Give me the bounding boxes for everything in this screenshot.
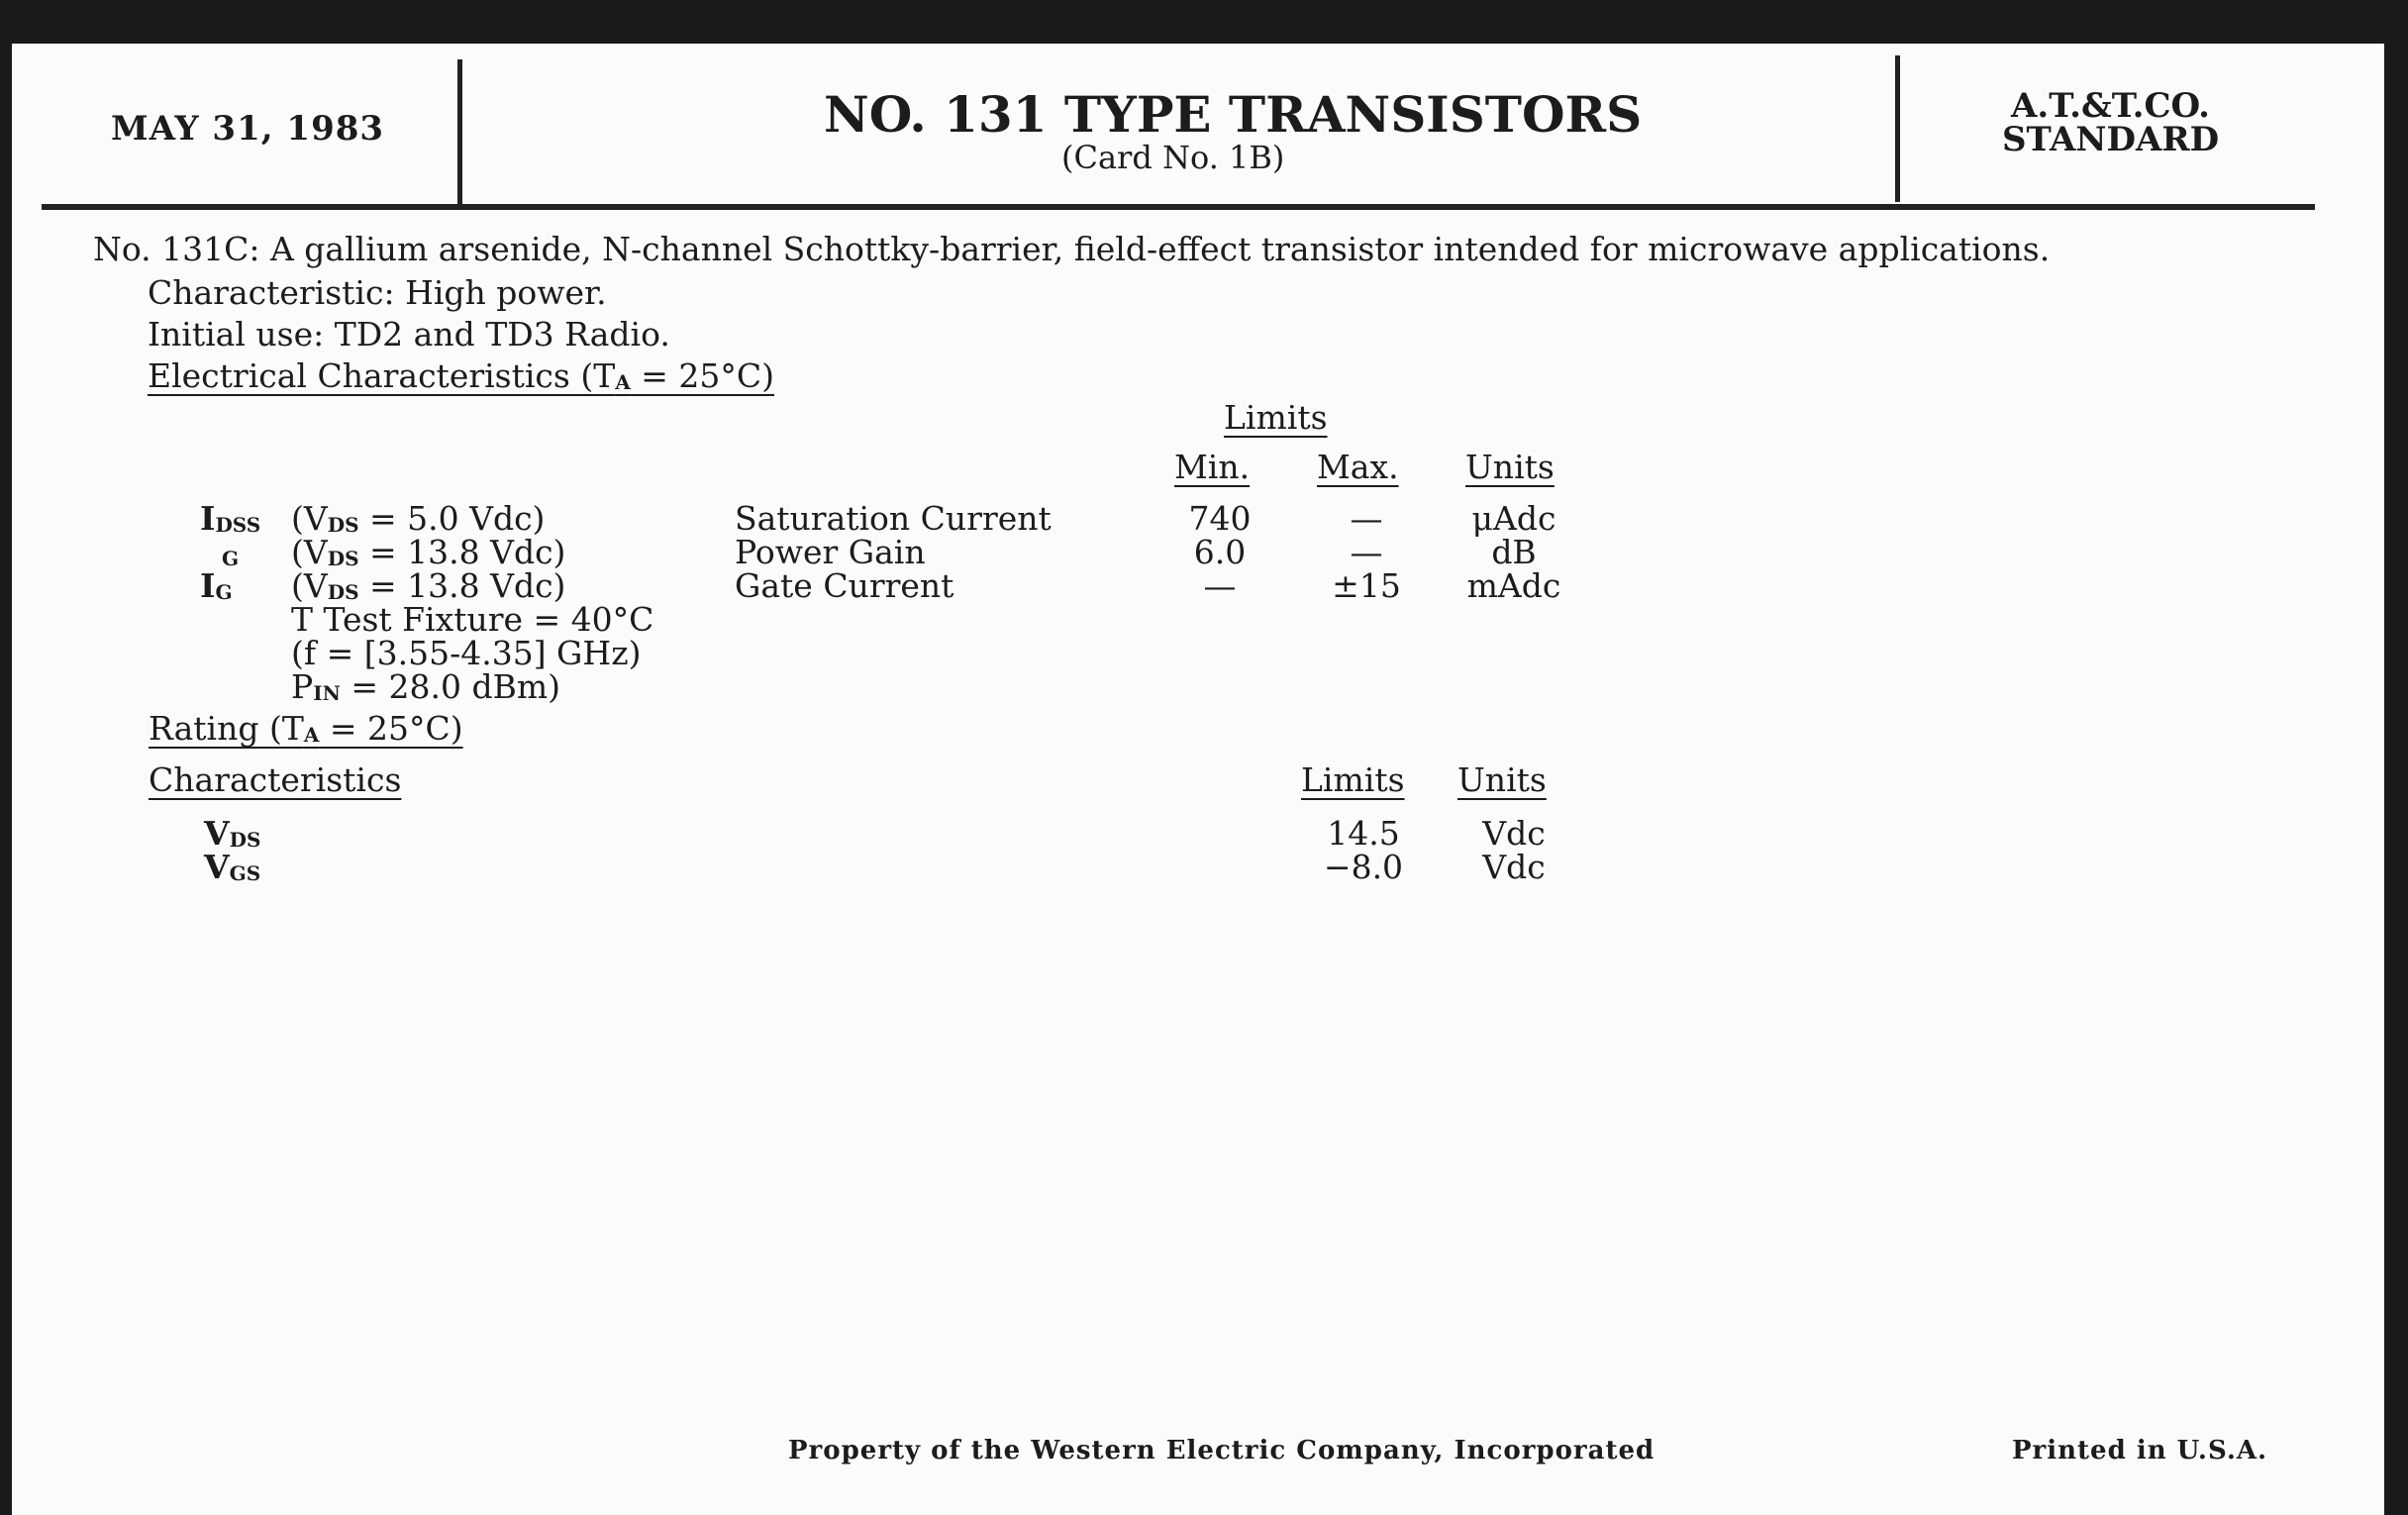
electrical-heading (148, 356, 774, 395)
rating-units-vgs: Vdc (1482, 848, 1546, 886)
rating-heading-sub: A (303, 723, 320, 747)
units-row-2: dB (1491, 533, 1537, 571)
transistor-description: No. 131C: A gallium arsenide, N-channel Schottky-barrier, field-effect transistor intended for microwave applications. (93, 230, 2051, 268)
printed-notice: Printed in U.S.A. (2012, 1436, 2268, 1465)
initial-use-line: Initial use: TD2 and TD3 Radio. (148, 315, 670, 354)
units-row-3: mAdc (1466, 566, 1561, 605)
header-rule (42, 204, 2315, 210)
min-row-2: 6.0 (1193, 533, 1247, 571)
property-notice: Property of the Western Electric Company, Incorporated (788, 1436, 1656, 1465)
rating-symbol-vgs (204, 848, 260, 886)
pin-condition (291, 667, 560, 706)
limits-header: Limits (1224, 398, 1328, 437)
standard-line-1: A.T.&T.CO. (2011, 86, 2210, 126)
desc-row-1: Saturation Current (735, 499, 1052, 538)
pin-pre: P (291, 667, 314, 706)
symbol-g-sub: G (222, 547, 240, 570)
condition-row-3-post: = 13.8 Vdc) (358, 566, 566, 605)
rating-heading-post: = 25°C) (319, 709, 463, 748)
max-row-2: — (1350, 533, 1383, 571)
frequency-condition: (f = [3.55-4.35] GHz) (291, 634, 642, 672)
rating-limit-vds: 14.5 (1327, 814, 1400, 853)
electrical-heading-post: = 25°C) (630, 356, 774, 395)
units-row-1: μAdc (1471, 499, 1556, 538)
symbol-ig (200, 566, 233, 605)
standard-mark (2002, 86, 2220, 159)
condition-row-1-sub: DS (327, 513, 359, 537)
characteristics-header: Characteristics (149, 760, 402, 799)
symbol-idss-sub: DSS (215, 513, 261, 537)
units-header: Units (1465, 448, 1555, 486)
condition-row-2-sub: DS (327, 547, 359, 570)
rating-limit-vgs: −8.0 (1323, 848, 1404, 886)
test-fixture-condition: T Test Fixture = 40°C (291, 600, 654, 639)
symbol-ig-sub: G (215, 580, 233, 604)
rating-symbol-vgs-sub: GS (229, 861, 261, 885)
max-row-3: ±15 (1332, 566, 1401, 605)
pin-post: = 28.0 dBm) (340, 667, 560, 706)
header-divider-right (1895, 55, 1900, 202)
condition-row-2-pre: (V (291, 533, 328, 571)
rating-heading-pre: Rating (T (149, 709, 304, 748)
document-title: NO. 131 TYPE TRANSISTORS (824, 85, 1643, 144)
characteristic-line: Characteristic: High power. (148, 273, 607, 312)
condition-row-3-pre: (V (291, 566, 328, 605)
desc-row-2: Power Gain (735, 533, 926, 571)
min-header: Min. (1174, 448, 1251, 486)
standard-line-2: STANDARD (2002, 120, 2220, 159)
pin-sub: IN (313, 681, 341, 705)
min-row-3: — (1203, 566, 1237, 605)
card-number: (Card No. 1B) (1061, 139, 1285, 176)
issue-date: MAY 31, 1983 (111, 109, 385, 149)
header-divider-left (457, 59, 462, 206)
rating-symbol-vds-main: V (204, 814, 230, 853)
document-card (12, 44, 2384, 1515)
rating-heading (149, 709, 463, 748)
symbol-ig-main: I (200, 566, 216, 605)
min-row-1: 740 (1188, 499, 1252, 538)
rating-units-header: Units (1457, 760, 1547, 799)
condition-row-2-post: = 13.8 Vdc) (358, 533, 566, 571)
max-row-1: — (1350, 499, 1383, 538)
electrical-heading-sub: A (615, 370, 631, 394)
rating-symbol-vgs-main: V (204, 848, 230, 886)
rating-units-vds: Vdc (1482, 814, 1546, 853)
condition-row-1-post: = 5.0 Vdc) (358, 499, 546, 538)
condition-row-1-pre: (V (291, 499, 328, 538)
symbol-idss-main: I (200, 499, 216, 538)
max-header: Max. (1317, 448, 1399, 486)
electrical-heading-pre: Electrical Characteristics (T (148, 356, 616, 395)
rating-symbol-vds-sub: DS (229, 828, 261, 852)
rating-limits-header: Limits (1301, 760, 1405, 799)
desc-row-3: Gate Current (735, 566, 954, 605)
condition-row-3-sub: DS (327, 580, 359, 604)
